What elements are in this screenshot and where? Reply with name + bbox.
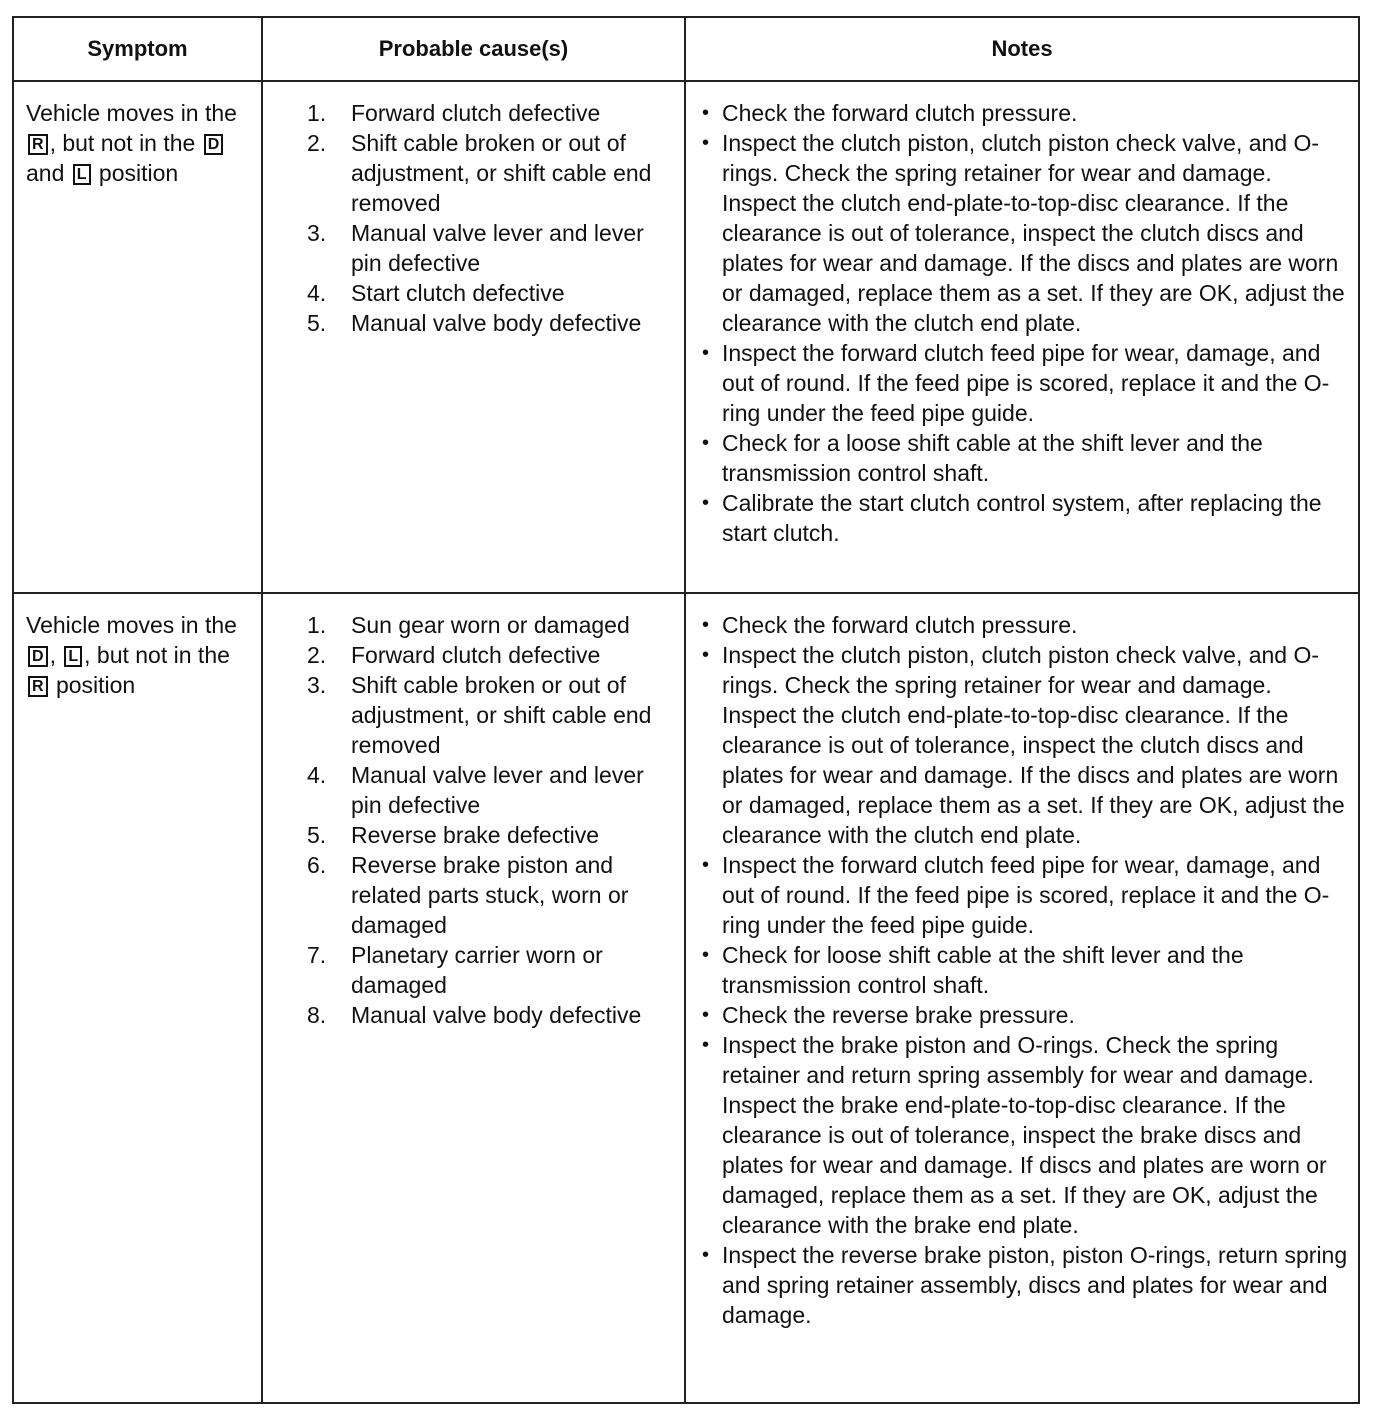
bullet-icon: • [702, 132, 710, 154]
cause-number: 1. [307, 100, 327, 126]
header-row [13, 17, 1359, 81]
cause-list [267, 610, 678, 1030]
note-text: Inspect the brake piston and O-rings. Check the spring retainer and return spring assembly for wear and damage. Inspect the brake end-plate-to-top-disc clearance. If the clearance is out of tolerance, inspect the brake discs and plates for wear and damage. If discs and plates are worn or damaged, replace them as a set. If they are OK, adjust the clearance with the brake end plate. [722, 1032, 1327, 1238]
note-text: Inspect the forward clutch feed pipe for wear, damage, and out of round. If the feed pipe is scored, replace it and the O-ring under the feed pipe guide. [722, 340, 1330, 426]
note-item [690, 428, 1352, 488]
note-item [690, 640, 1352, 850]
bullet-icon: • [702, 1034, 710, 1056]
cause-number: 2. [307, 642, 327, 668]
cause-list [267, 98, 678, 338]
cause-text: Shift cable broken or out of adjustment, or shift cable end removed [351, 672, 652, 758]
notes-list [690, 98, 1352, 548]
note-text: Check for a loose shift cable at the shift lever and the transmission control shaft. [722, 430, 1263, 486]
cause-number: 5. [307, 822, 327, 848]
note-text: Calibrate the start clutch control system, after replacing the start clutch. [722, 490, 1322, 546]
cause-text: Shift cable broken or out of adjustment, or shift cable end removed [351, 130, 652, 216]
cause-text: Reverse brake defective [351, 822, 600, 848]
cause-number: 2. [307, 130, 327, 156]
cause-item [267, 610, 678, 640]
gear-position-key: L [73, 164, 91, 185]
troubleshooting-table [12, 16, 1360, 1404]
symptom-text: Vehicle moves in the [26, 100, 237, 126]
cause-item [267, 640, 678, 670]
bullet-icon: • [702, 944, 710, 966]
cause-item [267, 670, 678, 760]
note-text: Check the reverse brake pressure. [722, 1002, 1075, 1028]
notes-cell [685, 81, 1359, 593]
note-item [690, 98, 1352, 128]
bullet-icon: • [702, 1004, 710, 1026]
symptom-text: Vehicle moves in the [26, 612, 237, 638]
cause-number: 7. [307, 942, 327, 968]
cause-text: Manual valve body defective [351, 310, 642, 336]
cause-number: 4. [307, 762, 327, 788]
header-probable-causes: Probable cause(s) [262, 17, 685, 81]
gear-position-key: D [28, 646, 48, 667]
cause-text: Forward clutch defective [351, 642, 601, 668]
cause-number: 8. [307, 1002, 327, 1028]
gear-position-key: D [204, 134, 224, 155]
bullet-icon: • [702, 102, 710, 124]
cause-item [267, 1000, 678, 1030]
note-text: Check the forward clutch pressure. [722, 612, 1078, 638]
cause-text: Manual valve lever and lever pin defective [351, 762, 644, 818]
cause-item [267, 98, 678, 128]
cause-number: 4. [307, 280, 327, 306]
cause-text: Manual valve lever and lever pin defective [351, 220, 644, 276]
note-item [690, 1240, 1352, 1330]
cause-item [267, 278, 678, 308]
notes-cell [685, 593, 1359, 1403]
bullet-icon: • [702, 492, 710, 514]
bullet-icon: • [702, 432, 710, 454]
cause-text: Planetary carrier worn or damaged [351, 942, 603, 998]
note-item [690, 940, 1352, 1000]
cause-item [267, 308, 678, 338]
symptom-text: position [92, 160, 179, 186]
bullet-icon: • [702, 644, 710, 666]
note-item [690, 128, 1352, 338]
symptom-text: , but not in the [84, 642, 230, 668]
cause-item [267, 128, 678, 218]
symptom-text: , [49, 642, 63, 668]
symptom-text: , but not in the [49, 130, 202, 156]
notes-list [690, 610, 1352, 1330]
gear-position-key: R [28, 134, 48, 155]
gear-position-key: R [28, 676, 48, 697]
bullet-icon: • [702, 1244, 710, 1266]
note-text: Check for loose shift cable at the shift lever and the transmission control shaft. [722, 942, 1244, 998]
note-item [690, 850, 1352, 940]
bullet-icon: • [702, 854, 710, 876]
table-row [13, 593, 1359, 1403]
note-text: Inspect the forward clutch feed pipe for wear, damage, and out of round. If the feed pipe is scored, replace it and the O-ring under the feed pipe guide. [722, 852, 1330, 938]
symptom-text: and [26, 160, 71, 186]
cause-text: Manual valve body defective [351, 1002, 642, 1028]
note-item [690, 488, 1352, 548]
note-text: Inspect the clutch piston, clutch piston check valve, and O-rings. Check the spring retainer for wear and damage. Inspect the clutch end-plate-to-top-disc clearance. If the clearance is out of tolerance, inspect the clutch discs and plates for wear and damage. If the discs and plates are worn or damaged, replace them as a set. If they are OK, adjust the clearance with the clutch end plate. [722, 130, 1345, 336]
cause-item [267, 850, 678, 940]
cause-text: Forward clutch defective [351, 100, 601, 126]
note-item [690, 1000, 1352, 1030]
symptom-text: position [49, 672, 136, 698]
header-notes: Notes [685, 17, 1359, 81]
note-text: Check the forward clutch pressure. [722, 100, 1078, 126]
gear-position-key: L [64, 646, 82, 667]
cause-text: Start clutch defective [351, 280, 565, 306]
cause-number: 5. [307, 310, 327, 336]
bullet-icon: • [702, 614, 710, 636]
cause-number: 1. [307, 612, 327, 638]
cause-number: 3. [307, 672, 327, 698]
cause-number: 6. [307, 852, 327, 878]
symptom-cell [13, 81, 262, 593]
symptom-cell [13, 593, 262, 1403]
cause-cell [262, 81, 685, 593]
table-row [13, 81, 1359, 593]
cause-item [267, 760, 678, 820]
cause-text: Sun gear worn or damaged [351, 612, 630, 638]
note-item [690, 610, 1352, 640]
cause-item [267, 218, 678, 278]
cause-item [267, 820, 678, 850]
cause-number: 3. [307, 220, 327, 246]
bullet-icon: • [702, 342, 710, 364]
note-item [690, 338, 1352, 428]
cause-item [267, 940, 678, 1000]
note-item [690, 1030, 1352, 1240]
cause-text: Reverse brake piston and related parts stuck, worn or damaged [351, 852, 629, 938]
note-text: Inspect the clutch piston, clutch piston check valve, and O-rings. Check the spring retainer for wear and damage. Inspect the clutch end-plate-to-top-disc clearance. If the clearance is out of tolerance, inspect the clutch discs and plates for wear and damage. If the discs and plates are worn or damaged, replace them as a set. If they are OK, adjust the clearance with the clutch end plate. [722, 642, 1345, 848]
header-symptom: Symptom [13, 17, 262, 81]
cause-cell [262, 593, 685, 1403]
note-text: Inspect the reverse brake piston, piston O-rings, return spring and spring retainer assembly, discs and plates for wear and damage. [722, 1242, 1348, 1328]
